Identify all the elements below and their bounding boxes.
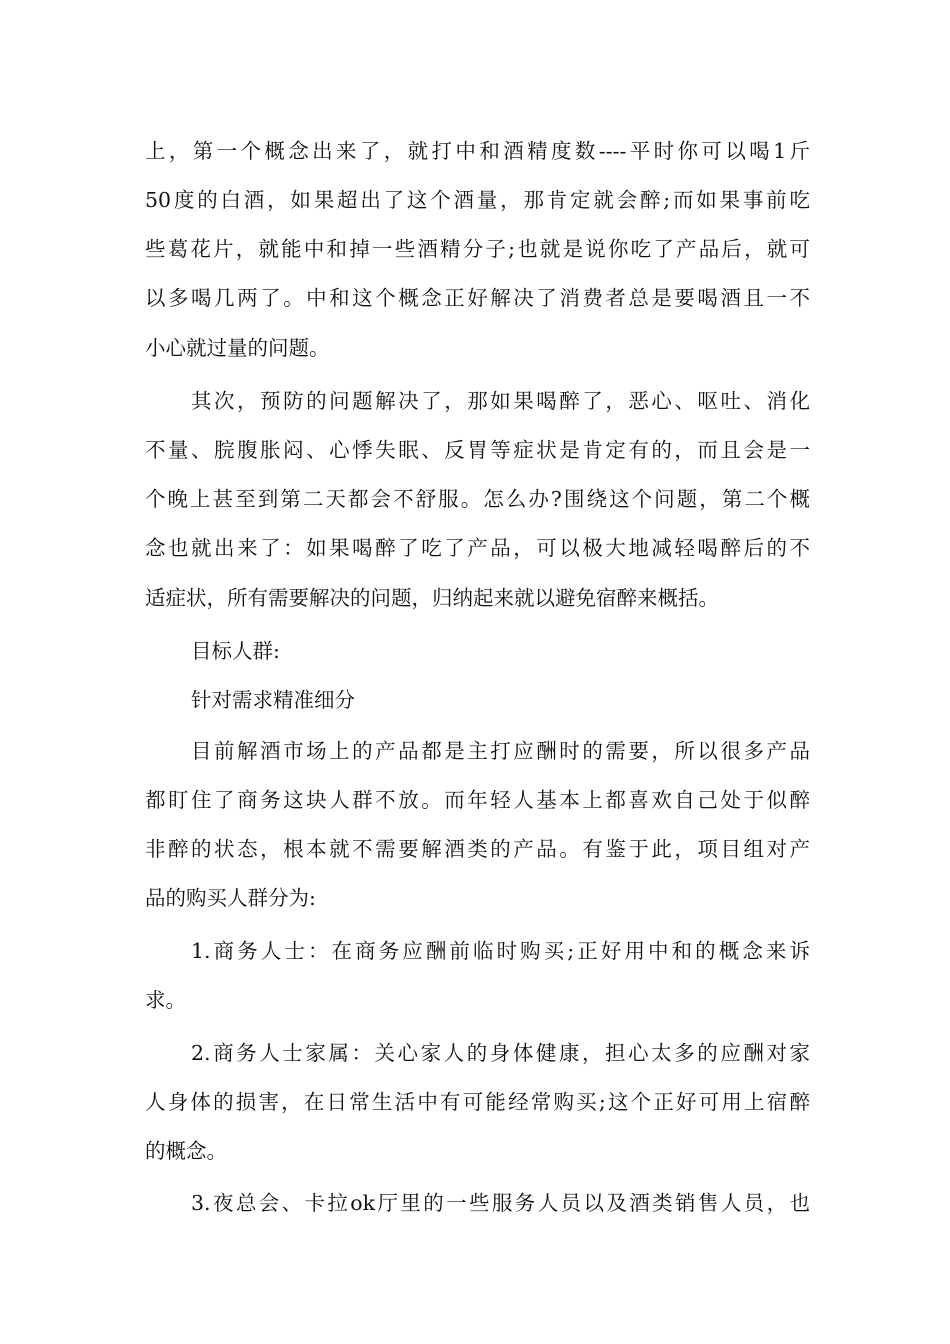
text-line: 求。: [145, 988, 186, 1012]
text-line: 个晚上甚至到第二天都会不舒服。怎么办?围绕这个问题，第二个概: [145, 487, 810, 511]
list-item: 1.商务人士：在商务应酬前临时购买;正好用中和的概念来诉: [191, 939, 810, 963]
text-line: 人身体的损害，在日常生活中有可能经常购买;这个正好可用上宿醉: [145, 1090, 810, 1114]
text-line: 非醉的状态，根本就不需要解酒类的产品。有鉴于此，项目组对产: [145, 837, 810, 861]
section-heading: 目标人群:: [191, 639, 280, 663]
section-subheading: 针对需求精准细分: [191, 688, 355, 712]
text-line: 念也就出来了：如果喝醉了吃了产品，可以极大地减轻喝醉后的不: [145, 536, 810, 560]
text-line: 都盯住了商务这块人群不放。而年轻人基本上都喜欢自己处于似醉: [145, 788, 810, 812]
text-line: 适症状，所有需要解决的问题，归纳起来就以避免宿醉来概括。: [145, 586, 719, 610]
list-item: 2.商务人士家属：关心家人的身体健康，担心太多的应酬对家: [191, 1041, 810, 1065]
text-line: 目前解酒市场上的产品都是主打应酬时的需要，所以很多产品: [191, 739, 810, 763]
text-line: 些葛花片，就能中和掉一些酒精分子;也就是说你吃了产品后，就可: [145, 237, 810, 261]
text-line: 品的购买人群分为:: [145, 886, 316, 910]
text-line: 上，第一个概念出来了，就打中和酒精度数----平时你可以喝1斤: [145, 139, 810, 163]
text-line: 其次，预防的问题解决了，那如果喝醉了，恶心、呕吐、消化: [191, 389, 810, 413]
list-item: 3.夜总会、卡拉ok厅里的一些服务人员以及酒类销售人员，也: [191, 1191, 810, 1215]
text-line: 50度的白酒，如果超出了这个酒量，那肯定就会醉;而如果事前吃: [145, 188, 810, 212]
text-line: 小心就过量的问题。: [145, 336, 330, 360]
text-line: 不量、脘腹胀闷、心悸失眠、反胃等症状是肯定有的，而且会是一: [145, 438, 810, 462]
text-line: 以多喝几两了。中和这个概念正好解决了消费者总是要喝酒且一不: [145, 286, 810, 310]
text-line: 的概念。: [145, 1139, 227, 1163]
